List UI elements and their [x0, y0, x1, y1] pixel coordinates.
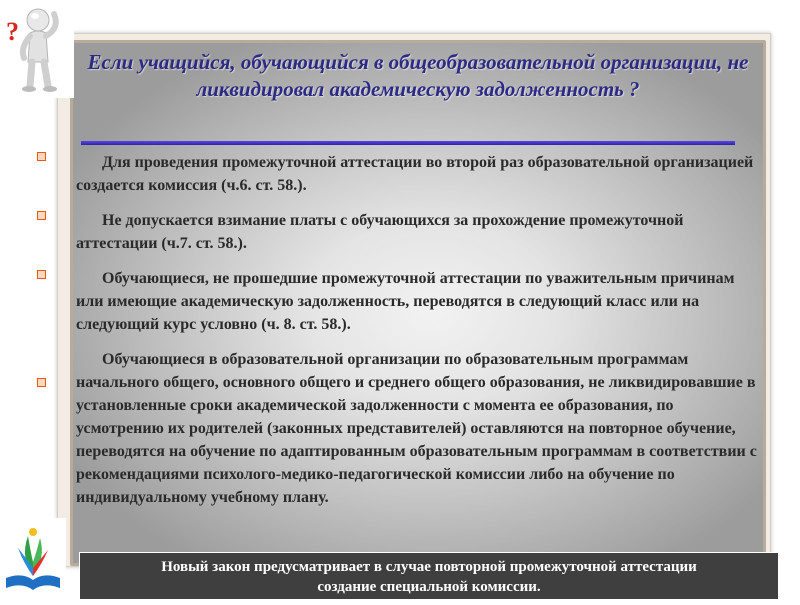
content-panel [70, 40, 766, 566]
bullet-marker-icon [37, 211, 46, 220]
bullet-text: Для проведения промежуточной аттестации во второй раз образовательной организацией создается комиссия (ч.6. ст. 58.). [76, 154, 754, 194]
bullet-marker-icon [37, 270, 46, 279]
question-person-icon [0, 0, 74, 98]
svg-text:?: ? [6, 17, 19, 46]
bullet-text: Обучающиеся в образовательной организации по образовательным программам начального общего, основного общего и среднего общего образования, не ликвидировавшие в установленные сроки академической задолженности с момента ее образования, по усмотрению их родителей (законных представителей) оставляются на повторное обучение, переводятся на обучение по адаптированным образовательным программам в соответствии с рекомендациями психолого-медико-педагогической комиссии либо на обучение по индивидуальному учебному плану. [76, 351, 757, 506]
bullet-text: Обучающиеся, не прошедшие промежуточной аттестации по уважительным причинам или имеющие академическую задолженность, переводятся в следующий класс или на следующий курс условно (ч. 8. ст. 58.). [76, 270, 735, 333]
bullet-text: Не допускается взимание платы с обучающихся за прохождение промежуточной аттестации (ч.7. ст. 58.). [76, 212, 684, 252]
slide-title [73, 49, 763, 103]
banner-line-2: создание специальной комиссии. [317, 579, 541, 595]
bullet-marker-icon [37, 152, 46, 161]
banner-line-1: Новый закон предусматривает в случае повторной промежуточной аттестации [161, 559, 697, 575]
list-item [73, 209, 763, 255]
bullet-list [73, 151, 763, 509]
law-banner [79, 552, 779, 600]
bullet-marker-icon [37, 378, 46, 387]
list-item [73, 267, 763, 336]
title-underline [81, 141, 735, 145]
slide-title-text: Если учащийся, обучающийся в общеобразовательной организации, не ликвидировал академическую задолженность ? [87, 50, 749, 101]
union-logo-icon [0, 518, 66, 600]
list-item [73, 348, 763, 509]
list-item [73, 151, 763, 197]
